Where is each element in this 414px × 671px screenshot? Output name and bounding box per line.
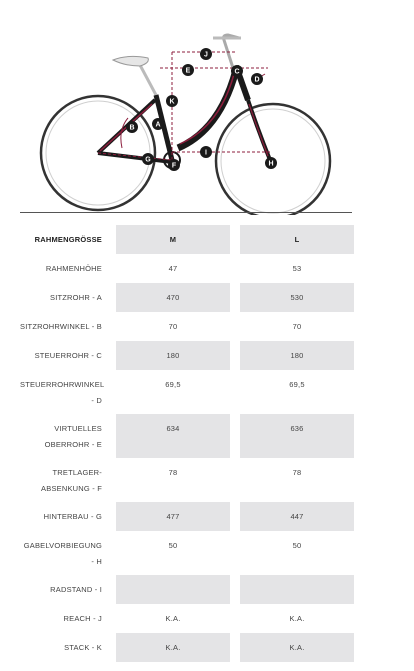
table-row [20,633,354,662]
row-value-m: 50 [168,541,178,550]
row-label: SITZROHR - A [50,293,102,302]
svg-text:J: J [204,51,208,59]
row-label: GABELVORBIEGUNG - H [23,541,102,566]
marker-f [168,159,180,171]
svg-text:K: K [169,98,175,106]
table-row [20,370,354,414]
row-label: RADSTAND - I [50,585,102,594]
row-label: SITZROHRWINKEL - B [20,322,102,331]
table-row [20,575,354,604]
bike-geometry-svg [0,0,414,215]
svg-text:I: I [205,149,207,157]
row-value-m: 180 [116,341,230,370]
svg-text:E: E [185,67,191,75]
row-value-l: 53 [292,264,302,273]
row-label: STEUERROHRWINKEL - D [20,380,105,405]
header-label: RAHMENGRÖSSE [34,235,102,244]
row-label: STACK - K [64,643,102,652]
table-row [20,312,354,341]
row-value-m: 69,5 [165,380,181,389]
row-value-l [240,575,354,604]
row-label: STEUERROHR - C [34,351,102,360]
row-value-m [116,575,230,604]
marker-j [200,48,212,60]
row-value-l: 636 [240,414,354,458]
svg-text:G: G [145,156,151,164]
row-value-l: K.A. [240,633,354,662]
marker-k [166,95,178,107]
bike-frame [98,66,270,168]
row-label: RAHMENHÖHE [45,264,102,273]
row-value-l: 50 [292,541,302,550]
row-value-m: K.A. [165,614,181,623]
svg-text:D: D [254,76,260,84]
row-value-l: 530 [240,283,354,312]
row-value-m: 470 [116,283,230,312]
row-label: TRETLAGER-ABSENKUNG - F [41,468,102,493]
row-value-m: 634 [116,414,230,458]
row-value-l: 447 [240,502,354,531]
row-label: REACH - J [63,614,102,623]
row-value-m: 47 [168,264,178,273]
row-value-m: 70 [168,322,178,331]
row-label: VIRTUELLES OBERROHR - E [44,424,102,449]
row-value-l: 78 [292,468,302,477]
ground-line [20,212,352,213]
svg-text:F: F [171,162,177,170]
table-row [20,254,354,283]
marker-c [231,65,243,77]
header-size-l: L [240,225,354,254]
header-size-m: M [116,225,230,254]
row-value-m: 477 [116,502,230,531]
table-row [20,341,354,370]
marker-d [251,73,263,85]
row-value-l: K.A. [289,614,305,623]
saddle [113,56,156,95]
marker-b [126,121,138,133]
marker-g [142,153,154,165]
row-value-l: 69,5 [289,380,305,389]
table-header-row [20,225,354,254]
row-value-l: 70 [292,322,302,331]
svg-text:H: H [268,160,274,168]
row-value-m: K.A. [116,633,230,662]
svg-text:A: A [155,121,161,129]
svg-text:B: B [129,124,135,132]
svg-text:C: C [234,68,240,76]
row-label: HINTERBAU - G [43,512,102,521]
marker-a [152,118,164,130]
marker-h [265,157,277,169]
table-row [20,531,354,575]
marker-i [200,146,212,158]
table-row [20,502,354,531]
table-row [20,604,354,633]
table-row [20,283,354,312]
geometry-table [20,225,354,662]
row-value-m: 78 [168,468,178,477]
table-row [20,458,354,502]
row-value-l: 180 [240,341,354,370]
table-row [20,414,354,458]
bike-geometry-diagram [0,0,414,215]
marker-e [182,64,194,76]
